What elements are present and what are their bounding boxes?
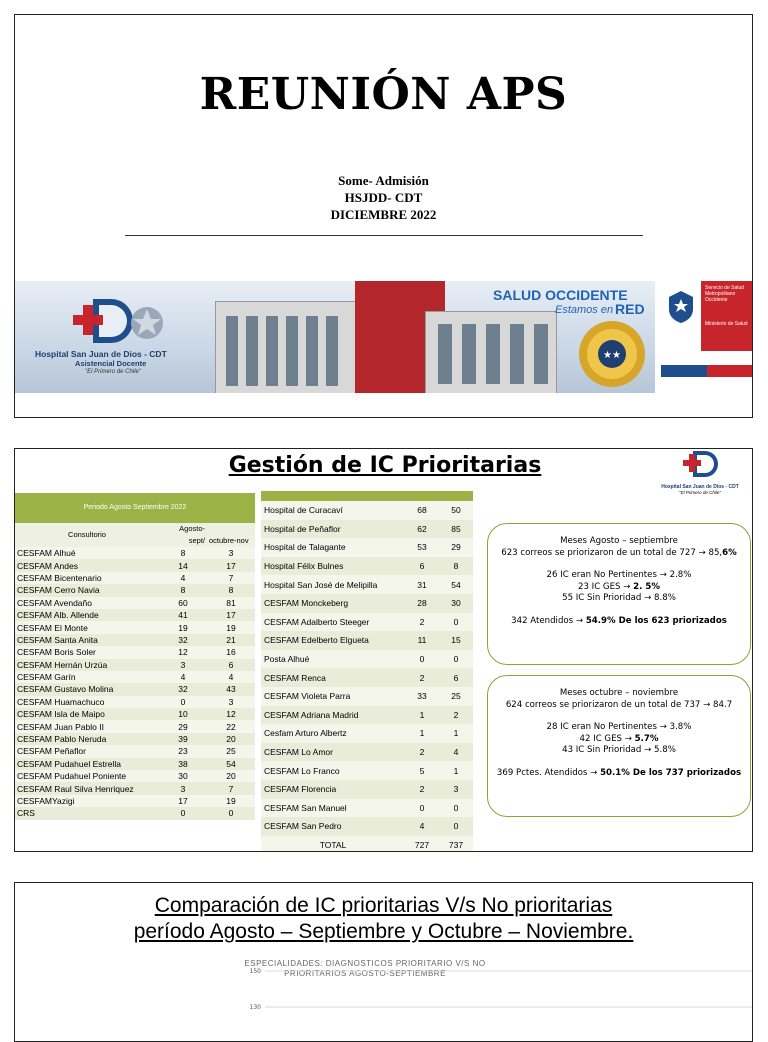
table-row — [15, 807, 255, 819]
cell-agosto: 1 — [405, 706, 439, 725]
cell-octubre: 4 — [207, 671, 255, 683]
chart-title: ESPECIALIDADES: DIAGNOSTICOS PRIORITARIO V/S NO PRIORITARIOS AGOSTO-SEPTIEMBRE — [244, 959, 486, 978]
cell-agosto: 2 — [405, 613, 439, 632]
cell-octubre: 4 — [439, 743, 473, 762]
cell-agosto: 10 — [159, 708, 207, 720]
cell-octubre: 0 — [439, 650, 473, 669]
slide-title — [14, 14, 753, 418]
table-consultorios — [15, 493, 255, 820]
cell-agosto: 32 — [159, 683, 207, 695]
cell-name: CESFAM Isla de Maipo — [15, 708, 159, 720]
cell-name: CESFAM Juan Pablo II — [15, 720, 159, 732]
cell-octubre: 8 — [207, 584, 255, 596]
box-line: 28 IC eran No Pertinentes → 3.8% — [546, 722, 692, 732]
cell-octubre: 8 — [439, 557, 473, 576]
cell-agosto: 2 — [405, 780, 439, 799]
cell-name: TOTAL — [261, 836, 405, 852]
cell-octubre: 3 — [207, 696, 255, 708]
table-row — [15, 609, 255, 621]
cell-agosto: 11 — [405, 631, 439, 650]
cell-octubre: 2 — [439, 706, 473, 725]
table-row — [261, 538, 473, 557]
cell-agosto: 14 — [159, 559, 207, 571]
cell-name: CESFAM El Monte — [15, 621, 159, 633]
accreditation-seal-icon — [577, 319, 647, 389]
cell-name: CESFAM Lo Amor — [261, 743, 405, 762]
cell-agosto: 60 — [159, 597, 207, 609]
cell-name: CESFAM Monckeberg — [261, 594, 405, 613]
cell-name: CESFAM Pablo Neruda — [15, 733, 159, 745]
table-row — [261, 724, 473, 743]
building-left — [215, 301, 357, 393]
cell-name: CESFAM Bicentenario — [15, 572, 159, 584]
cell-agosto: 41 — [159, 609, 207, 621]
cell-octubre: 25 — [207, 745, 255, 757]
cell-agosto: 8 — [159, 584, 207, 596]
table-row — [261, 557, 473, 576]
cell-agosto: 3 — [159, 659, 207, 671]
cell-agosto: 38 — [159, 758, 207, 770]
cell-octubre: 15 — [439, 631, 473, 650]
table-row — [15, 634, 255, 646]
summary-box-agosto — [487, 523, 751, 665]
cell-octubre: 19 — [207, 621, 255, 633]
table-row — [261, 836, 473, 852]
cell-name: CESFAM Hernán Urzúa — [15, 659, 159, 671]
hospital-subname: Asistencial Docente — [75, 359, 147, 368]
cell-octubre: 54 — [207, 758, 255, 770]
cell-octubre: 7 — [207, 782, 255, 794]
hospital-small-logo — [658, 449, 742, 495]
cell-name: CESFAM Gustavo Molina — [15, 683, 159, 695]
building-right — [425, 311, 557, 393]
subtitle-line-2: HSJDD- CDT — [344, 190, 423, 205]
cell-agosto: 1 — [405, 724, 439, 743]
cell-agosto: 53 — [405, 538, 439, 557]
cell-octubre: 6 — [207, 659, 255, 671]
table-row — [261, 780, 473, 799]
table-row — [15, 758, 255, 770]
cell-agosto: 2 — [405, 743, 439, 762]
table-row — [261, 613, 473, 632]
cell-name: Hospital de Talagante — [261, 538, 405, 557]
cell-name: CESFAM Florencia — [261, 780, 405, 799]
cell-agosto: 29 — [159, 720, 207, 732]
cell-octubre: 50 — [439, 501, 473, 520]
box-heading: Meses Agosto – septiembre — [560, 536, 678, 546]
cell-agosto: 6 — [405, 557, 439, 576]
cell-octubre: 3 — [207, 547, 255, 559]
table-row — [261, 631, 473, 650]
cell-name: CESFAM San Pedro — [261, 817, 405, 836]
box-line: 369 Pctes. Atendidos → 50.1% De los 737 priorizados — [496, 767, 742, 778]
table-row — [15, 559, 255, 571]
col-octubre: octubre-nov — [207, 523, 255, 547]
table-row — [15, 671, 255, 683]
cell-name: CESFAM Adriana Madrid — [261, 706, 405, 725]
slide-title-gestion: Gestión de IC Prioritarias — [228, 453, 542, 478]
svg-text:★★: ★★ — [603, 350, 621, 361]
cell-agosto: 31 — [405, 575, 439, 594]
cell-octubre: 81 — [207, 597, 255, 609]
subtitle-line-3: DICIEMBRE 2022 — [330, 207, 437, 222]
box-line: 342 Atendidos → 54.9% De los 623 priorizados — [511, 615, 727, 626]
cell-agosto: 30 — [159, 770, 207, 782]
salud-occidente-text: SALUD OCCIDENTE — [493, 287, 628, 303]
cell-octubre: 0 — [439, 817, 473, 836]
comparison-title: Comparación de IC prioritarias V/s No prioritarias período Agosto – Septiembre y Octubre – Noviembre. — [133, 894, 634, 943]
cell-agosto: 28 — [405, 594, 439, 613]
cell-octubre: 6 — [439, 668, 473, 687]
table-row — [15, 720, 255, 732]
cell-octubre: 0 — [439, 799, 473, 818]
minsal-ministry-text: Ministerio de Salud — [705, 321, 748, 327]
flag-stripe-red — [707, 365, 753, 377]
cell-octubre: 25 — [439, 687, 473, 706]
minsal-service-text: Servicio de Salud Metropolitano Occidente — [705, 285, 744, 303]
cell-name: Posta Alhué — [261, 650, 405, 669]
cell-name: CESFAM San Manuel — [261, 799, 405, 818]
box-line: 55 IC Sin Prioridad → 8.8% — [562, 593, 676, 603]
cell-octubre: 20 — [207, 733, 255, 745]
table-row — [261, 668, 473, 687]
table-row — [261, 799, 473, 818]
cell-octubre: 1 — [439, 761, 473, 780]
cell-name: CESFAM Huamachuco — [15, 696, 159, 708]
cell-name: CESFAM Adalberto Steeger — [261, 613, 405, 632]
cell-name: Hospital San José de Melipilla — [261, 575, 405, 594]
cell-name: Hospital Félix Bulnes — [261, 557, 405, 576]
cell-agosto: 32 — [159, 634, 207, 646]
cell-octubre: 19 — [207, 795, 255, 807]
cell-agosto: 4 — [159, 671, 207, 683]
cell-name: CESFAM Raul Silva Henriquez — [15, 782, 159, 794]
box-line: 23 IC GES → 2. 5% — [578, 581, 660, 592]
subtitle-line-1: Some- Admisión — [338, 173, 429, 188]
cell-octubre: 29 — [439, 538, 473, 557]
cell-agosto: 23 — [159, 745, 207, 757]
table-row — [261, 761, 473, 780]
table-row — [15, 572, 255, 584]
table-hospitales — [261, 491, 473, 852]
cell-agosto: 2 — [405, 668, 439, 687]
table-row — [15, 708, 255, 720]
cell-name: CESFAM Peñaflor — [15, 745, 159, 757]
cell-agosto: 62 — [405, 520, 439, 539]
cell-name: CESFAM Edelberto Elgueta — [261, 631, 405, 650]
cell-agosto: 33 — [405, 687, 439, 706]
logo-hospital-name: Hospital San Juan de Dios - CDT — [661, 484, 739, 490]
box-line: 623 correos se priorizaron de un total de 727 → 85,6% — [501, 547, 737, 558]
cell-name: Hospital de Peñaflor — [261, 520, 405, 539]
y-tick-label: 150 — [249, 968, 261, 975]
table-row — [15, 683, 255, 695]
hospital-motto: "El Primero de Chile" — [85, 369, 141, 375]
summary-box-octubre — [487, 675, 751, 817]
cell-name: CESFAM Alb. Allende — [15, 609, 159, 621]
table-row — [261, 650, 473, 669]
cell-name: CESFAMYazigi — [15, 795, 159, 807]
cell-name: CESFAM Boris Soler — [15, 646, 159, 658]
table-row — [15, 621, 255, 633]
y-tick-label: 130 — [249, 1004, 261, 1011]
table-row — [261, 817, 473, 836]
cell-name: CESFAM Violeta Parra — [261, 687, 405, 706]
cell-octubre: 17 — [207, 609, 255, 621]
period-header: Periodo Agosto Septiembre 2022 — [15, 493, 255, 523]
slide-comparacion — [14, 882, 753, 1042]
cell-octubre: 16 — [207, 646, 255, 658]
box-line: 43 IC Sin Prioridad → 5.8% — [562, 745, 676, 755]
table-row — [261, 501, 473, 520]
cell-agosto: 0 — [405, 799, 439, 818]
cell-name: CESFAM Santa Anita — [15, 634, 159, 646]
cell-agosto: 727 — [405, 836, 439, 852]
table-row — [261, 575, 473, 594]
cell-agosto: 68 — [405, 501, 439, 520]
cell-name: CESFAM Alhué — [15, 547, 159, 559]
box-line: 624 correos se priorizaron de un total de 737 → 84.7 — [505, 699, 733, 710]
table-row — [15, 745, 255, 757]
cell-agosto: 0 — [159, 807, 207, 819]
cell-octubre: 1 — [439, 724, 473, 743]
table-row — [15, 733, 255, 745]
logo-motto: "El Primero de Chile" — [679, 490, 721, 495]
slide-gestion-ic — [14, 448, 753, 852]
cell-name: CESFAM Garín — [15, 671, 159, 683]
table-row — [261, 594, 473, 613]
cell-agosto: 0 — [159, 696, 207, 708]
cell-name: CESFAM Pudahuel Estrella — [15, 758, 159, 770]
presentation-title: REUNIÓN APS — [199, 69, 568, 120]
table-row — [15, 770, 255, 782]
cell-agosto: 19 — [159, 621, 207, 633]
table-row — [15, 597, 255, 609]
table-row — [15, 584, 255, 596]
hospital-logo-icon — [63, 293, 173, 353]
cell-octubre: 30 — [439, 594, 473, 613]
cell-octubre: 85 — [439, 520, 473, 539]
cell-name: CESFAM Lo Franco — [261, 761, 405, 780]
cell-agosto: 0 — [405, 650, 439, 669]
table-row — [261, 520, 473, 539]
cell-agosto: 8 — [159, 547, 207, 559]
cell-agosto: 39 — [159, 733, 207, 745]
table-row — [15, 659, 255, 671]
hospital-logo-icon — [677, 449, 723, 479]
cell-name: CRS — [15, 807, 159, 819]
divider — [125, 235, 643, 236]
minsal-logo — [661, 281, 753, 393]
cell-octubre: 54 — [439, 575, 473, 594]
table-row — [261, 706, 473, 725]
cell-octubre: 43 — [207, 683, 255, 695]
cell-name: Cesfam Arturo Albertz — [261, 724, 405, 743]
table-row — [261, 743, 473, 762]
government-shield-icon — [661, 287, 701, 327]
box-line: 42 IC GES → 5.7% — [579, 733, 659, 744]
cell-octubre: 0 — [207, 807, 255, 819]
cell-agosto: 3 — [159, 782, 207, 794]
cell-octubre: 737 — [439, 836, 473, 852]
cell-octubre: 0 — [439, 613, 473, 632]
cell-name: CESFAM Avendaño — [15, 597, 159, 609]
cell-octubre: 21 — [207, 634, 255, 646]
box-heading: Meses octubre – noviembre — [559, 688, 679, 698]
cell-name: CESFAM Renca — [261, 668, 405, 687]
table-row — [15, 646, 255, 658]
table-row — [15, 782, 255, 794]
table-row — [261, 687, 473, 706]
col-agosto: Agosto- sept/ — [159, 523, 207, 547]
cell-agosto: 5 — [405, 761, 439, 780]
cell-octubre: 22 — [207, 720, 255, 732]
cell-agosto: 12 — [159, 646, 207, 658]
cell-octubre: 17 — [207, 559, 255, 571]
cell-name: CESFAM Pudahuel Poniente — [15, 770, 159, 782]
cell-name: CESFAM Andes — [15, 559, 159, 571]
table-row — [15, 547, 255, 559]
cell-octubre: 12 — [207, 708, 255, 720]
cell-agosto: 4 — [159, 572, 207, 584]
cell-octubre: 7 — [207, 572, 255, 584]
cell-name: Hospital de Curacaví — [261, 501, 405, 520]
col-consultorio: Consultorio — [15, 523, 159, 547]
hospital-banner — [15, 281, 655, 393]
red-text: RED — [615, 301, 645, 317]
cell-octubre: 3 — [439, 780, 473, 799]
line-chart — [225, 963, 753, 1042]
box-line: 26 IC eran No Pertinentes → 2.8% — [546, 570, 692, 580]
estamos-en-text: Estamos en — [555, 304, 614, 316]
hospital-name: Hospital San Juan de Dios - CDT — [35, 349, 167, 359]
cell-agosto: 4 — [405, 817, 439, 836]
cell-agosto: 17 — [159, 795, 207, 807]
cell-name: CESFAM Cerro Navia — [15, 584, 159, 596]
table-row — [15, 795, 255, 807]
table-row — [15, 696, 255, 708]
cell-octubre: 20 — [207, 770, 255, 782]
